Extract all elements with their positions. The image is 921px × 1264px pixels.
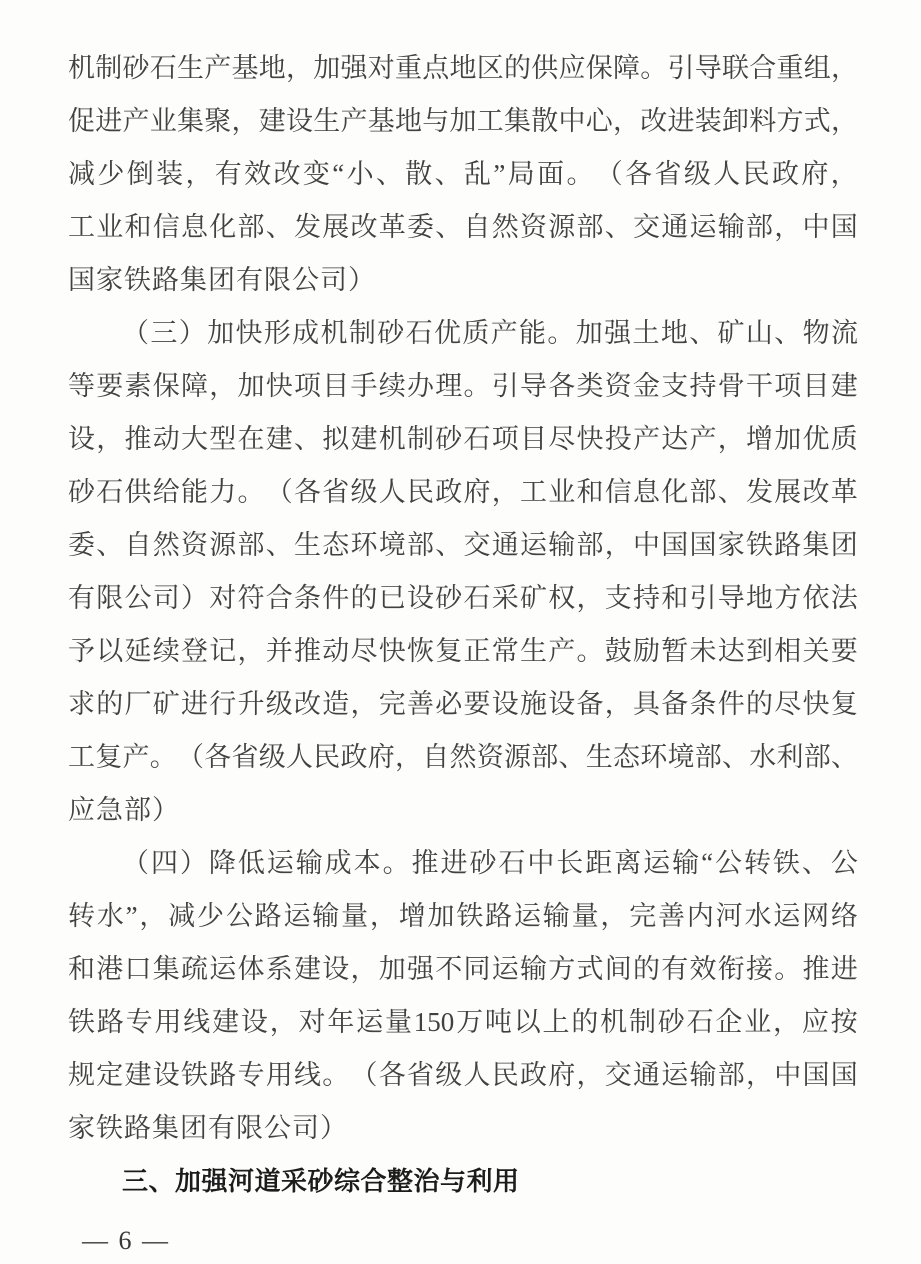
text-line: 和 港 口 集 疏 运 体 系 建 设 ， 加 强 不 同 运 输 方 式 间 的 有 效 衔 接 。 推 进: [68, 954, 858, 984]
page-footer: [82, 1221, 170, 1261]
text-line: 等 要 素 保 障 ， 加 快 项 目 手 续 办 理 。 引 导 各 类 资 金 支 持 骨 干 项 目 建: [68, 371, 858, 401]
text-line: 砂 石 供 给 能 力 。 （ 各 省 级 人 民 政 府 ， 工 业 和 信 息 化 部 、 发 展 改 革: [68, 477, 858, 507]
text-line: 促 进 产 业 集 聚 ， 建 设 生 产 基 地 与 加 工 集 散 中 心 ， 改 进 装 卸 料 方 式 ，: [68, 106, 858, 136]
text-line: （ 四 ） 降 低 运 输 成 本 。 推 进 砂 石 中 长 距 离 运 输 “ 公 转 铁 、 公: [122, 848, 858, 878]
text-line: 工 复 产 。 （ 各 省 级 人 民 政 府 ， 自 然 资 源 部 、 生 态 环 境 部 、 水 利 部 、: [68, 742, 858, 772]
text-line: 予 以 延 续 登 记 ， 并 推 动 尽 快 恢 复 正 常 生 产 。 鼓 励 暂 未 达 到 相 关 要: [68, 636, 858, 666]
text-line: 家铁路集团有限公司）: [68, 1113, 348, 1143]
document-body: [68, 42, 858, 1208]
section-heading: 三、加强河道采砂综合整治与利用: [122, 1166, 520, 1196]
text-line: 有 限 公 司 ） 对 符 合 条 件 的 已 设 砂 石 采 矿 权 ， 支 持 和 引 导 地 方 依 法: [68, 583, 858, 613]
text-line: 国家铁路集团有限公司）: [68, 265, 376, 295]
text-line: （ 三 ） 加 快 形 成 机 制 砂 石 优 质 产 能 。 加 强 土 地 、 矿 山 、 物 流: [122, 318, 858, 348]
page-number: — 6 —: [82, 1226, 170, 1255]
text-line: 机 制 砂 石 生 产 基 地 ， 加 强 对 重 点 地 区 的 供 应 保 障 。 引 导 联 合 重 组 ，: [68, 53, 858, 83]
text-line: 减 少 倒 装 ， 有 效 改 变 “ 小 、 散 、 乱 ” 局 面 。 （ 各 省 级 人 民 政 府 ，: [68, 159, 858, 189]
text-line: 委 、 自 然 资 源 部 、 生 态 环 境 部 、 交 通 运 输 部 ， 中 国 国 家 铁 路 集 团: [68, 530, 858, 560]
text-line: 应急部）: [68, 795, 180, 825]
text-line: 规 定 建 设 铁 路 专 用 线 。 （ 各 省 级 人 民 政 府 ， 交 通 运 输 部 ， 中 国 国: [68, 1060, 858, 1090]
text-line: 设 ， 推 动 大 型 在 建 、 拟 建 机 制 砂 石 项 目 尽 快 投 产 达 产 ， 增 加 优 质: [68, 424, 858, 454]
text-line: 铁 路 专 用 线 建 设 ， 对 年 运 量 150 万 吨 以 上 的 机 制 砂 石 企 业 ， 应 按: [68, 1007, 858, 1037]
text-line: 工 业 和 信 息 化 部 、 发 展 改 革 委 、 自 然 资 源 部 、 交 通 运 输 部 ， 中 国: [68, 212, 858, 242]
text-line: 转 水 ” ， 减 少 公 路 运 输 量 ， 增 加 铁 路 运 输 量 ， 完 善 内 河 水 运 网 络: [68, 901, 858, 931]
text-line: 求 的 厂 矿 进 行 升 级 改 造 ， 完 善 必 要 设 施 设 备 ， 具 备 条 件 的 尽 快 复: [68, 689, 858, 719]
